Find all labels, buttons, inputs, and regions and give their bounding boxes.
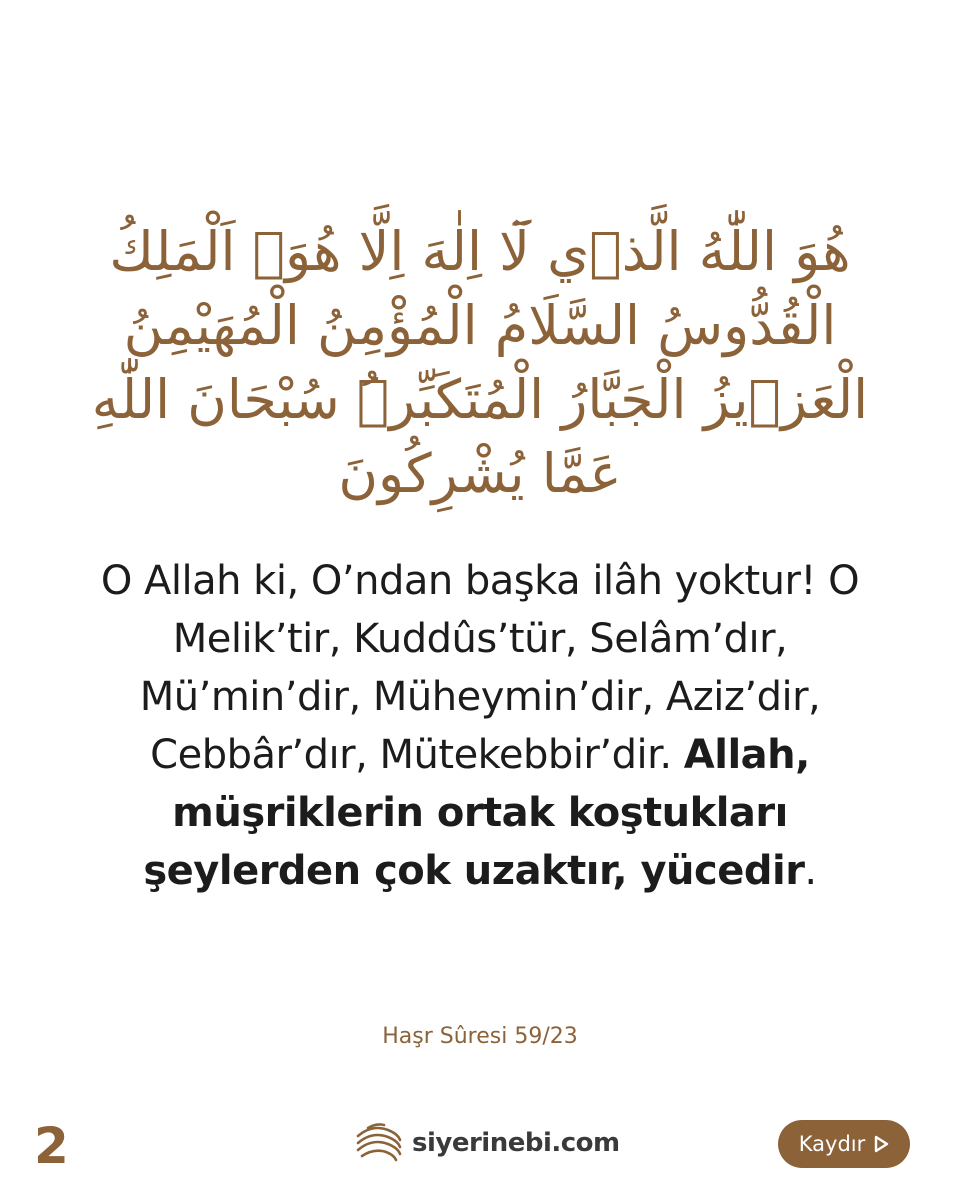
brand	[354, 1118, 620, 1168]
brand-name: siyerinebi.com	[412, 1128, 620, 1158]
arabic-verse: هُوَ اللّٰهُ الَّذ۪ي لَٓا اِلٰهَ اِلَّا هُوَۚ اَلْمَلِكُ الْقُدُّوسُ السَّلَامُ الْمُؤْمِنُ الْمُهَيْمِنُ الْعَز۪يزُ الْجَبَّارُ الْمُتَكَبِّرُۜ سُبْحَانَ اللّٰهِ عَمَّا يُشْرِكُونَ	[91, 220, 869, 505]
translation-bold: Allah, müşriklerin ortak koştukları şeylerden çok uzaktır, yücedir	[143, 732, 810, 894]
verse-translation	[60, 552, 900, 900]
translation-regular: O Allah ki, O’ndan başka ilâh yoktur! O Melik’tir, Kuddûs’tür, Selâm’dır, Mü’min’dir, Müheymin’dir, Aziz’dir, Cebbâr’dır, Mütekebbir’dir.	[100, 558, 860, 778]
scroll-button-label: Kaydır	[798, 1132, 866, 1156]
translation-end: .	[804, 848, 817, 894]
siyerinebi-logo-icon	[354, 1120, 404, 1166]
scroll-button[interactable]	[778, 1120, 910, 1168]
play-arrow-icon	[873, 1135, 889, 1153]
verse-source: Haşr Sûresi 59/23	[382, 1024, 578, 1049]
page-number: 2	[34, 1117, 69, 1175]
